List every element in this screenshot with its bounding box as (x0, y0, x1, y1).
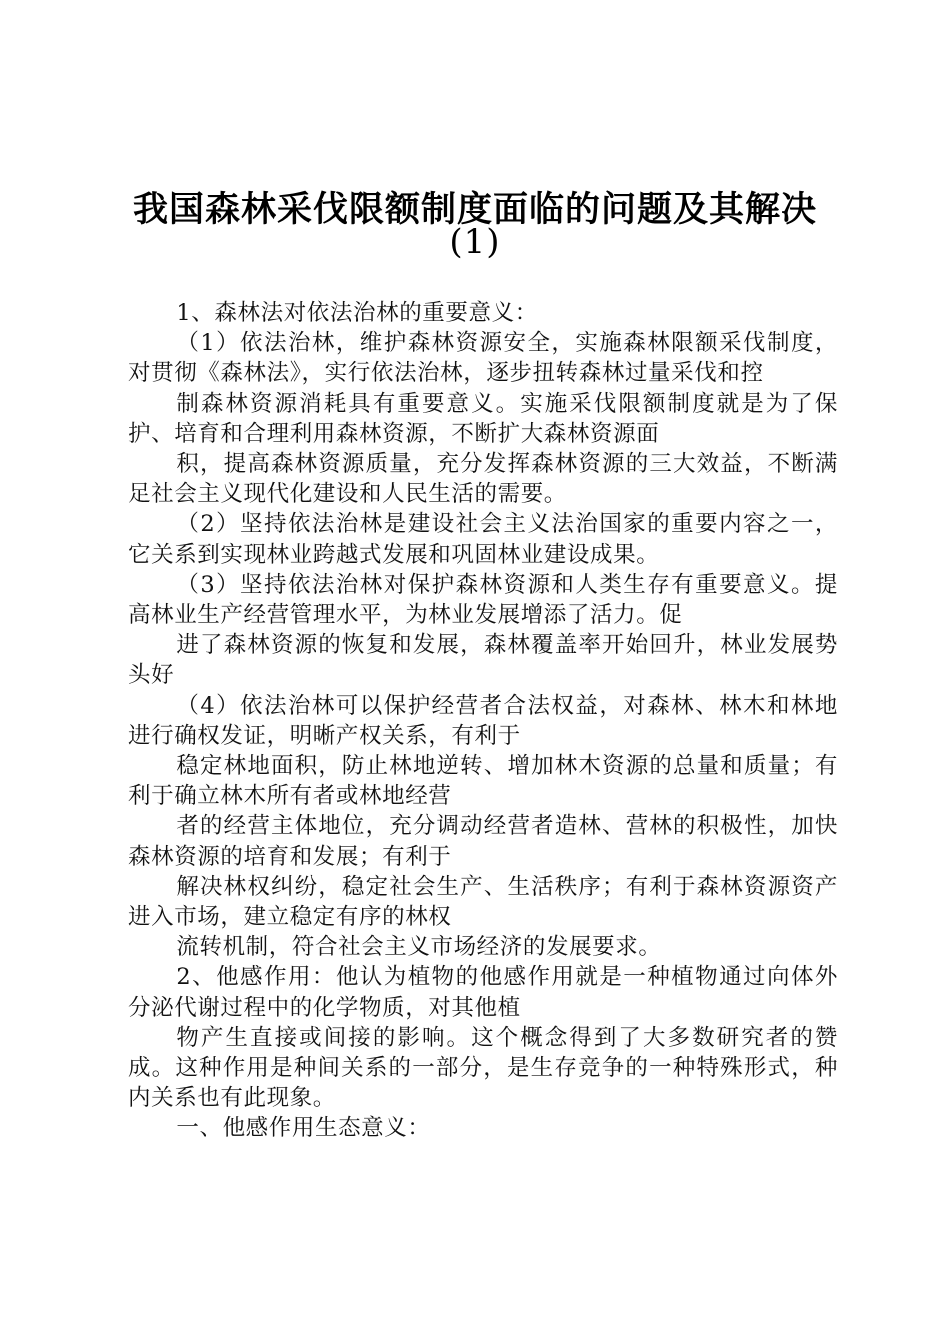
paragraph-point-4-cont-b: 者的经营主体地位，充分调动经营者造林、营林的积极性，加快森林资源的培育和发展；有利于 (128, 813, 838, 870)
paragraph-point-1-cont-b: 积，提高森林资源质量，充分发挥森林资源的三大效益，不断满足社会主义现代化建设和人民生活的需要。 (128, 451, 838, 508)
paragraph-section-1-heading: 1、森林法对依法治林的重要意义： (176, 300, 538, 326)
document-body (128, 298, 838, 1144)
paragraph-point-3-cont: 进了森林资源的恢复和发展，森林覆盖率开始回升，林业发展势头好 (128, 632, 838, 689)
paragraph-point-4-cont-c: 解决林权纠纷，稳定社会生产、生活秩序；有利于森林资源资产进入市场，建立稳定有序的林权 (128, 873, 838, 931)
paragraph-point-1-cont-a: 制森林资源消耗具有重要意义。实施采伐限额制度就是为了保护、培育和合理利用森林资源，不断扩大森林资源面 (128, 390, 838, 447)
paragraph-point-1: （1）依法治林，维护森林资源安全，实施森林限额采伐制度，对贯彻《森林法》，实行依法治林，逐步扭转森林过量采伐和控 (128, 330, 838, 387)
paragraph-section-2: 2、他感作用：他认为植物的他感作用就是一种植物通过向体外分泌代谢过程中的化学物质，对其他植 (128, 964, 838, 1021)
paragraph-point-3: （3）坚持依法治林对保护森林资源和人类生存有重要意义。提高林业生产经营管理水平，为林业发展增添了活力。促 (128, 571, 838, 629)
paragraph-point-4: （4）依法治林可以保护经营者合法权益，对森林、林木和林地进行确权发证，明晰产权关系，有利于 (128, 692, 838, 749)
paragraph-section-2-cont: 物产生直接或间接的影响。这个概念得到了大多数研究者的赞成。这种作用是种间关系的一部分，是生存竞争的一种特殊形式，种内关系也有此现象。 (128, 1024, 838, 1112)
document-title: 我国森林采伐限额制度面临的问题及其解决 (132, 189, 817, 230)
paragraph-point-2: （2）坚持依法治林是建设社会主义法治国家的重要内容之一，它关系到实现林业跨越式发展和巩固林业建设成果。 (128, 511, 838, 568)
paragraph-point-4-cont-a: 稳定林地面积，防止林地逆转、增加林木资源的总量和质量；有利于确立林木所有者或林地经营 (128, 753, 838, 810)
document-title-part-number: (1) (449, 222, 501, 262)
paragraph-subsection-heading: 一、他感作用生态意义： (176, 1115, 431, 1142)
paragraph-point-4-cont-d: 流转机制，符合社会主义市场经济的发展要求。 (176, 934, 662, 961)
